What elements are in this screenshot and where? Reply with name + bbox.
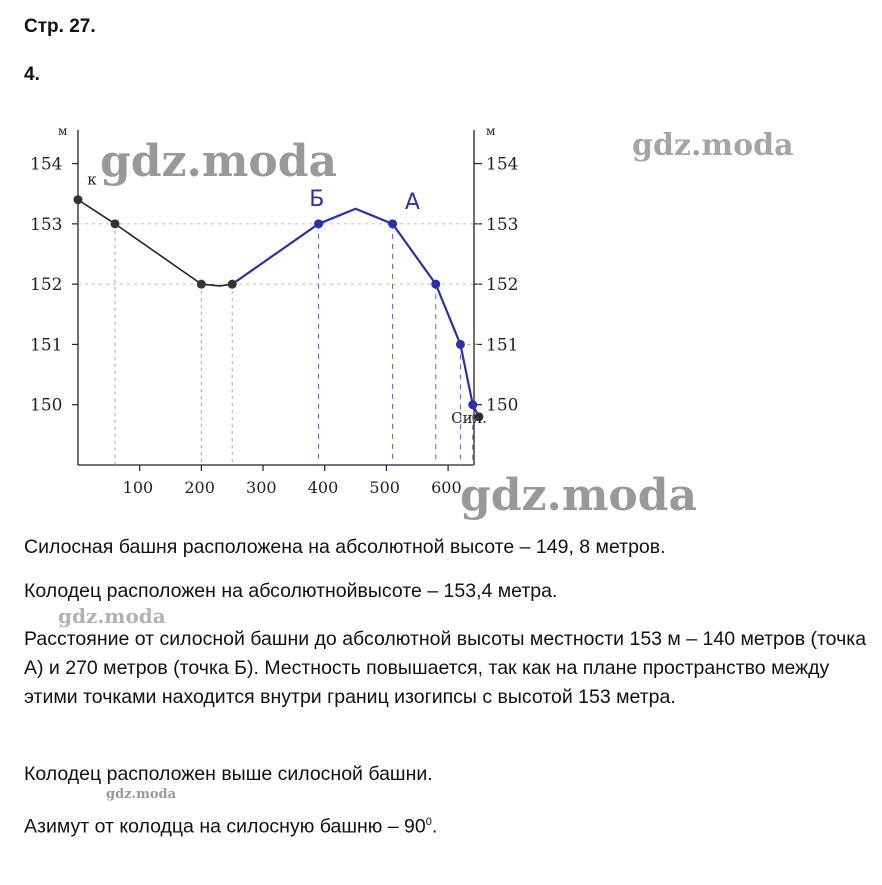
task-number: 4. <box>24 64 40 85</box>
series-line <box>232 209 479 417</box>
degree-mark: 0 <box>425 816 432 828</box>
y-tick-label-left: 154 <box>30 154 63 175</box>
x-tick-label: 500 <box>369 478 400 497</box>
data-point <box>388 219 397 228</box>
y-tick-label-right: 154 <box>486 154 519 175</box>
paragraph-silo-height: Силосная башня расположена на абсолютной высоте – 149, 8 метров. <box>24 536 666 558</box>
data-point <box>314 219 323 228</box>
y-tick-label-left: 153 <box>30 214 63 235</box>
y-tick-label-right: 150 <box>486 395 519 416</box>
paragraph-azimuth <box>24 808 874 842</box>
data-point <box>456 340 465 349</box>
series-line <box>78 200 232 286</box>
data-point <box>228 280 237 289</box>
y-tick-label-right: 152 <box>486 275 519 296</box>
point-label: Б <box>309 186 325 212</box>
azimuth-suffix: . <box>431 815 438 838</box>
data-point <box>74 195 83 204</box>
point-label: к <box>87 170 97 189</box>
azimuth-text: Азимут от колодца на силосную башню – 90 <box>24 815 426 838</box>
paragraph-distance: Расстояние от силосной башни до абсолютной высоты местности 153 м – 140 метров (точка А) и 270 метров (точка Б). Местность повышается, так как на плане пространство между этими точками находится внутри границ изогипсы с высотой 153 метра. <box>24 628 867 708</box>
y-axis-unit-left: м <box>58 124 68 138</box>
watermark: gdz.moda <box>106 787 177 802</box>
watermark: gdz.moda <box>58 604 166 628</box>
y-tick-label-right: 153 <box>486 214 519 235</box>
x-tick-label: 600 <box>431 478 462 497</box>
x-tick-label: 200 <box>184 478 215 497</box>
paragraph-well-height: Колодец расположен на абсолютнойвысоте – 153,4 метра. <box>24 580 558 602</box>
y-tick-label-right: 151 <box>486 335 519 356</box>
point-label: Сил. <box>451 408 487 427</box>
paragraph-comparison: Колодец расположен выше силосной башни. <box>24 763 433 785</box>
x-tick-label: 400 <box>307 478 339 497</box>
page-title: Стр. 27. <box>24 16 96 37</box>
y-axis-unit-right: м <box>486 124 496 138</box>
data-point <box>111 219 120 228</box>
watermark: gdz.moda <box>100 136 338 187</box>
x-tick-label: 100 <box>122 478 154 497</box>
y-tick-label-left: 150 <box>30 395 63 416</box>
y-tick-label-left: 151 <box>30 335 63 356</box>
y-tick-label-left: 152 <box>30 275 63 296</box>
x-tick-label: 300 <box>246 478 277 497</box>
data-point <box>431 280 440 289</box>
watermark: gdz.moda <box>632 128 794 163</box>
point-label: А <box>404 189 420 215</box>
data-point <box>197 280 206 289</box>
watermark: gdz.moda <box>460 470 698 521</box>
